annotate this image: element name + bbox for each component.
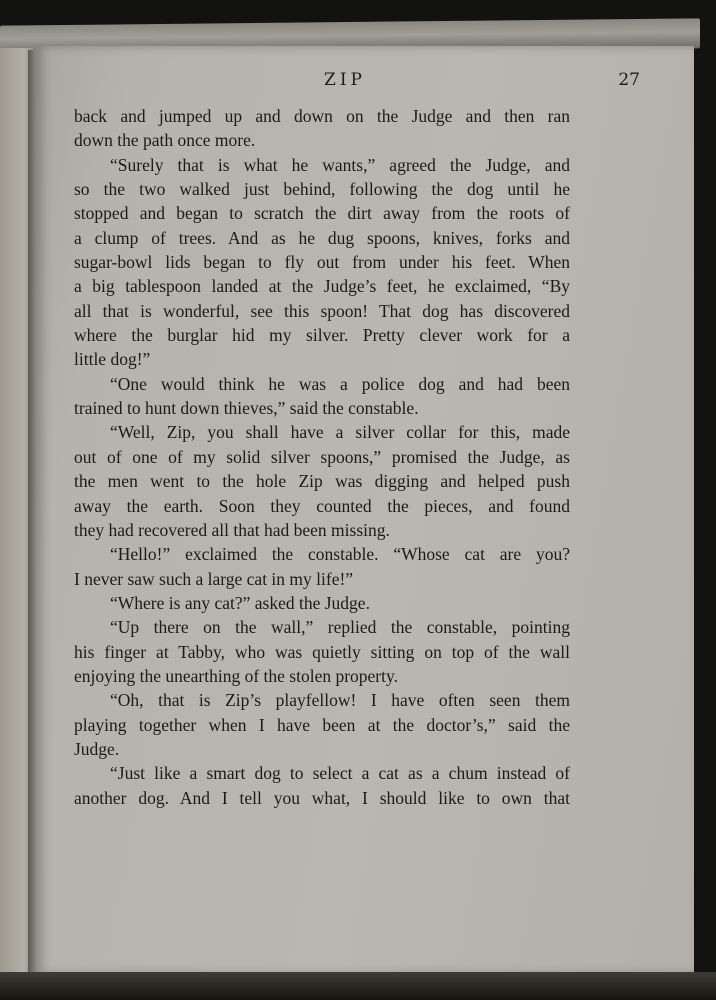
text-line: stopped and began to scratch the dirt away from the roots of <box>74 203 570 224</box>
text-line: a big tablespoon landed at the Judge’s feet, he exclaimed, “By <box>74 276 570 297</box>
text-line: down the path once more. <box>74 130 256 151</box>
text-line: a clump of trees. And as he dug spoons, knives, forks and <box>74 227 570 248</box>
running-head: ZIP <box>324 70 366 90</box>
text-line: away the earth. Soon they counted the pieces, and found <box>74 495 570 516</box>
book-cover-bottom-edge <box>0 972 716 1000</box>
text-line: “Just like a smart dog to select a cat as a chum instead of <box>110 763 570 784</box>
text-line: where the burglar hid my silver. Pretty clever work for a <box>74 325 570 346</box>
text-line: enjoying the unearthing of the stolen property. <box>74 665 398 686</box>
text-line: little dog!” <box>74 349 151 370</box>
text-line: back and jumped up and down on the Judge and then ran <box>74 106 570 126</box>
page-number: 27 <box>618 70 640 90</box>
text-line: trained to hunt down thieves,” said the constable. <box>74 398 419 419</box>
text-line: sugar-bowl lids began to fly out from under his feet. When <box>74 252 570 273</box>
text-line: his finger at Tabby, who was quietly sitting on top of the wall <box>74 641 570 662</box>
text-line: “Surely that is what he wants,” agreed the Judge, and <box>110 154 570 175</box>
text-line: I never saw such a large cat in my life!” <box>74 568 354 589</box>
text-line: so the two walked just behind, following the dog until he <box>74 179 570 200</box>
text-line: “Oh, that is Zip’s playfellow! I have often seen them <box>110 690 570 711</box>
text-line: playing together when I have been at the doctor’s,” said the <box>74 714 570 735</box>
book-gutter <box>28 50 36 975</box>
text-line: “Well, Zip, you shall have a silver collar for this, made <box>110 422 570 443</box>
body-text <box>74 104 570 810</box>
text-line: the men went to the hole Zip was digging and helped push <box>74 471 570 492</box>
text-line: “One would think he was a police dog and had been <box>110 373 570 394</box>
text-line: “Where is any cat?” asked the Judge. <box>110 592 370 613</box>
page-header <box>0 70 716 94</box>
text-line: they had recovered all that had been missing. <box>74 519 390 540</box>
text-line: “Up there on the wall,” replied the constable, pointing <box>110 617 570 638</box>
text-line: all that is wonderful, see this spoon! That dog has discovered <box>74 300 570 321</box>
text-line: another dog. And I tell you what, I should like to own that <box>74 787 570 808</box>
text-line: Judge. <box>74 738 120 759</box>
text-line: “Hello!” exclaimed the constable. “Whose cat are you? <box>110 544 570 565</box>
text-line: out of one of my solid silver spoons,” promised the Judge, as <box>74 446 570 467</box>
